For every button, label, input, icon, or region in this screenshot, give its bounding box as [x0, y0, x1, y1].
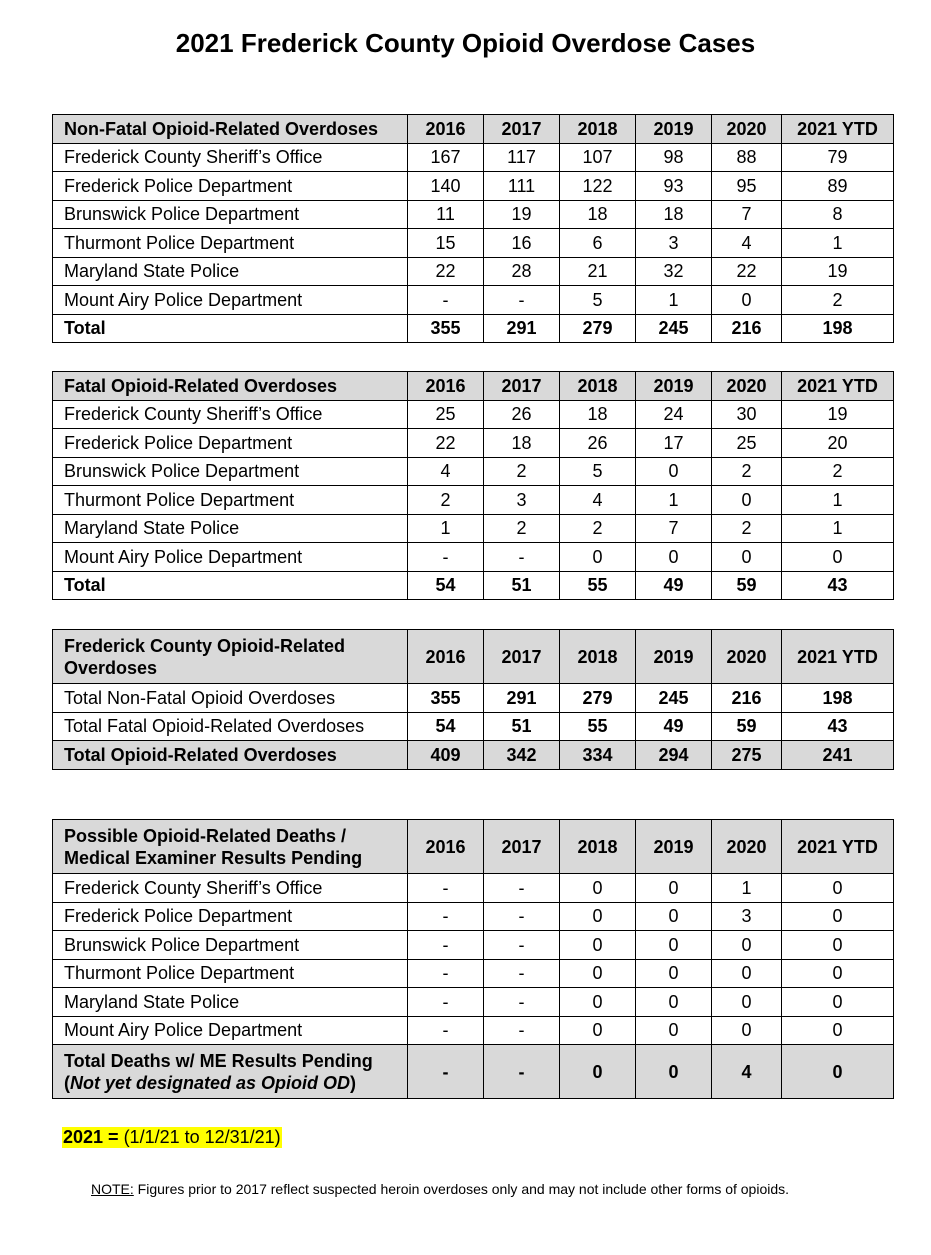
cell: 0	[636, 874, 712, 903]
row-label: Frederick County Sheriff’s Office	[53, 143, 408, 172]
table-row	[53, 257, 894, 286]
year-header: 2016	[408, 630, 484, 684]
cell: -	[484, 1045, 560, 1099]
section-header	[53, 820, 408, 874]
cell: 0	[560, 1016, 636, 1045]
cell: 245	[636, 314, 712, 343]
cell: 198	[782, 684, 894, 713]
cell: 216	[712, 314, 782, 343]
row-label: Mount Airy Police Department	[53, 543, 408, 572]
cell: 3	[712, 902, 782, 931]
cell: 43	[782, 712, 894, 741]
cell: 0	[782, 1045, 894, 1099]
year-header: 2020	[712, 820, 782, 874]
cell: 122	[560, 172, 636, 201]
cell: 4	[408, 457, 484, 486]
total-row	[53, 571, 894, 600]
cell: 0	[712, 931, 782, 960]
cell: -	[484, 874, 560, 903]
cell: 0	[782, 959, 894, 988]
nonfatal-table	[52, 114, 894, 343]
row-label: Mount Airy Police Department	[53, 286, 408, 315]
total-row	[53, 741, 894, 770]
cell: 1	[636, 286, 712, 315]
row-label: Maryland State Police	[53, 514, 408, 543]
total-row	[53, 314, 894, 343]
row-label: Brunswick Police Department	[53, 200, 408, 229]
cell: 0	[782, 902, 894, 931]
table-row	[53, 959, 894, 988]
cell: -	[408, 286, 484, 315]
cell: 291	[484, 314, 560, 343]
table-row	[53, 543, 894, 572]
section-header: Frederick County Opioid-Related Overdoses	[53, 630, 408, 684]
table-row	[53, 143, 894, 172]
date-range-note	[62, 1127, 282, 1148]
cell: 98	[636, 143, 712, 172]
cell: -	[408, 543, 484, 572]
cell: -	[408, 931, 484, 960]
cell: 2	[408, 486, 484, 515]
row-label: Brunswick Police Department	[53, 457, 408, 486]
cell: 51	[484, 571, 560, 600]
cell: 0	[782, 1016, 894, 1045]
cell: 28	[484, 257, 560, 286]
cell: 2	[712, 514, 782, 543]
cell: 0	[782, 931, 894, 960]
table-header-row	[53, 820, 894, 874]
cell: 107	[560, 143, 636, 172]
cell: 22	[408, 257, 484, 286]
table-row	[53, 988, 894, 1017]
header-line: Medical Examiner Results Pending	[64, 847, 363, 868]
year-header: 2021 YTD	[782, 115, 894, 144]
cell: 245	[636, 684, 712, 713]
cell: 55	[560, 712, 636, 741]
row-label: Frederick Police Department	[53, 902, 408, 931]
cell: 8	[782, 200, 894, 229]
cell: 26	[484, 400, 560, 429]
cell: 0	[636, 1045, 712, 1099]
row-label: Brunswick Police Department	[53, 931, 408, 960]
cell: 2	[484, 514, 560, 543]
cell: 55	[560, 571, 636, 600]
cell: -	[484, 902, 560, 931]
cell: -	[408, 902, 484, 931]
cell: 275	[712, 741, 782, 770]
cell: 2	[782, 457, 894, 486]
cell: 2	[484, 457, 560, 486]
row-label: Maryland State Police	[53, 988, 408, 1017]
row-label: Thurmont Police Department	[53, 486, 408, 515]
year-header: 2020	[712, 115, 782, 144]
cell: 1	[782, 229, 894, 258]
cell: 19	[782, 257, 894, 286]
row-label: Thurmont Police Department	[53, 229, 408, 258]
cell: 0	[560, 931, 636, 960]
year-header: 2016	[408, 115, 484, 144]
year-header: 2021 YTD	[782, 372, 894, 401]
cell: 11	[408, 200, 484, 229]
table-row	[53, 457, 894, 486]
cell: 1	[636, 486, 712, 515]
cell: 111	[484, 172, 560, 201]
cell: 279	[560, 684, 636, 713]
cell: 95	[712, 172, 782, 201]
cell: 0	[636, 457, 712, 486]
cell: 167	[408, 143, 484, 172]
cell: 89	[782, 172, 894, 201]
cell: 22	[712, 257, 782, 286]
cell: 198	[782, 314, 894, 343]
fatal-table	[52, 371, 894, 600]
cell: 54	[408, 571, 484, 600]
cell: 1	[712, 874, 782, 903]
year-header: 2017	[484, 630, 560, 684]
county-body	[53, 684, 894, 741]
cell: -	[408, 988, 484, 1017]
row-label: Maryland State Police	[53, 257, 408, 286]
cell: 17	[636, 429, 712, 458]
cell: 26	[560, 429, 636, 458]
cell: 30	[712, 400, 782, 429]
table-row	[53, 712, 894, 741]
label-italic: Not yet designated as Opioid OD	[70, 1072, 351, 1093]
cell: 2	[712, 457, 782, 486]
page-title: 2021 Frederick County Opioid Overdose Cases	[175, 28, 756, 58]
cell: 19	[782, 400, 894, 429]
table-row	[53, 874, 894, 903]
cell: 43	[782, 571, 894, 600]
row-label: Total Deaths w/ ME Results Pending (Not yet designated as Opioid OD)	[53, 1045, 408, 1099]
cell: 0	[636, 543, 712, 572]
table-row	[53, 902, 894, 931]
year-header: 2017	[484, 372, 560, 401]
pending-table	[52, 819, 894, 1099]
cell: 19	[484, 200, 560, 229]
row-label: Frederick County Sheriff’s Office	[53, 400, 408, 429]
footnote	[91, 1181, 789, 1197]
cell: 342	[484, 741, 560, 770]
cell: -	[484, 286, 560, 315]
cell: 0	[636, 931, 712, 960]
cell: -	[408, 874, 484, 903]
cell: 241	[782, 741, 894, 770]
year-header: 2016	[408, 372, 484, 401]
cell: 18	[484, 429, 560, 458]
cell: 0	[560, 902, 636, 931]
pending-body	[53, 874, 894, 1045]
row-label: Frederick Police Department	[53, 429, 408, 458]
section-header: Non-Fatal Opioid-Related Overdoses	[53, 115, 408, 144]
note-text: Figures prior to 2017 reflect suspected heroin overdoses only and may not include other forms of opioids.	[133, 1181, 790, 1197]
cell: 7	[712, 200, 782, 229]
cell: 1	[782, 486, 894, 515]
table-row	[53, 200, 894, 229]
year-header: 2019	[636, 630, 712, 684]
cell: -	[484, 959, 560, 988]
county-table	[52, 629, 894, 770]
table-row	[53, 429, 894, 458]
table-row	[53, 172, 894, 201]
cell: 0	[636, 902, 712, 931]
cell: 2	[560, 514, 636, 543]
year-header: 2016	[408, 820, 484, 874]
fatal-body	[53, 400, 894, 571]
cell: 21	[560, 257, 636, 286]
cell: 18	[560, 200, 636, 229]
cell: 117	[484, 143, 560, 172]
cell: 24	[636, 400, 712, 429]
table-row	[53, 486, 894, 515]
cell: 294	[636, 741, 712, 770]
cell: 0	[782, 543, 894, 572]
cell: 3	[636, 229, 712, 258]
cell: 88	[712, 143, 782, 172]
table-header-row	[53, 630, 894, 684]
year-header: 2019	[636, 115, 712, 144]
total-row	[53, 1045, 894, 1099]
nonfatal-body	[53, 143, 894, 314]
table-row	[53, 514, 894, 543]
cell: 0	[712, 1016, 782, 1045]
year-header: 2021 YTD	[782, 630, 894, 684]
cell: 22	[408, 429, 484, 458]
cell: -	[408, 1045, 484, 1099]
year-header: 2020	[712, 630, 782, 684]
cell: 15	[408, 229, 484, 258]
row-label: Frederick County Sheriff’s Office	[53, 874, 408, 903]
cell: 409	[408, 741, 484, 770]
year-header: 2019	[636, 820, 712, 874]
cell: 16	[484, 229, 560, 258]
cell: 0	[712, 486, 782, 515]
cell: -	[484, 543, 560, 572]
table-header-row	[53, 372, 894, 401]
cell: 0	[712, 286, 782, 315]
note-label: NOTE:	[91, 1181, 134, 1197]
cell: 0	[782, 874, 894, 903]
cell: 20	[782, 429, 894, 458]
section-header: Fatal Opioid-Related Overdoses	[53, 372, 408, 401]
cell: 355	[408, 684, 484, 713]
table-row	[53, 1016, 894, 1045]
year-header: 2018	[560, 820, 636, 874]
cell: 5	[560, 457, 636, 486]
cell: 0	[560, 988, 636, 1017]
cell: 0	[560, 959, 636, 988]
table-row	[53, 229, 894, 258]
cell: 32	[636, 257, 712, 286]
cell: 7	[636, 514, 712, 543]
year-header: 2020	[712, 372, 782, 401]
header-line: Possible Opioid-Related Deaths /	[64, 825, 347, 846]
cell: -	[484, 931, 560, 960]
cell: 3	[484, 486, 560, 515]
row-label: Total	[53, 571, 408, 600]
date-range: (1/1/21 to 12/31/21)	[118, 1127, 281, 1147]
row-label: Total Fatal Opioid-Related Overdoses	[53, 712, 408, 741]
cell: 140	[408, 172, 484, 201]
row-label: Thurmont Police Department	[53, 959, 408, 988]
cell: 0	[560, 543, 636, 572]
row-label: Total Non-Fatal Opioid Overdoses	[53, 684, 408, 713]
cell: 0	[636, 1016, 712, 1045]
cell: -	[408, 1016, 484, 1045]
table-row	[53, 400, 894, 429]
cell: 291	[484, 684, 560, 713]
cell: 49	[636, 712, 712, 741]
cell: 0	[560, 1045, 636, 1099]
year-header: 2018	[560, 115, 636, 144]
cell: 0	[712, 988, 782, 1017]
table-row	[53, 931, 894, 960]
year-header: 2018	[560, 372, 636, 401]
year-header: 2021 YTD	[782, 820, 894, 874]
cell: 0	[636, 988, 712, 1017]
cell: 0	[782, 988, 894, 1017]
table-row	[53, 684, 894, 713]
cell: 279	[560, 314, 636, 343]
row-label: Mount Airy Police Department	[53, 1016, 408, 1045]
cell: 1	[782, 514, 894, 543]
table-header-row	[53, 115, 894, 144]
row-label: Frederick Police Department	[53, 172, 408, 201]
row-label: Total Opioid-Related Overdoses	[53, 741, 408, 770]
cell: 49	[636, 571, 712, 600]
year-header: 2017	[484, 115, 560, 144]
cell: 25	[408, 400, 484, 429]
cell: 6	[560, 229, 636, 258]
cell: -	[484, 1016, 560, 1045]
cell: 4	[712, 229, 782, 258]
cell: 18	[636, 200, 712, 229]
year-header: 2019	[636, 372, 712, 401]
year-header: 2018	[560, 630, 636, 684]
cell: 0	[712, 543, 782, 572]
table-row	[53, 286, 894, 315]
label-line: Total Deaths w/ ME Results Pending	[64, 1050, 373, 1071]
row-label: Total	[53, 314, 408, 343]
cell: 0	[636, 959, 712, 988]
cell: 59	[712, 712, 782, 741]
year-header: 2017	[484, 820, 560, 874]
cell: 2	[782, 286, 894, 315]
cell: 18	[560, 400, 636, 429]
cell: 355	[408, 314, 484, 343]
cell: 54	[408, 712, 484, 741]
cell: 93	[636, 172, 712, 201]
cell: -	[408, 959, 484, 988]
cell: 0	[560, 874, 636, 903]
cell: 4	[560, 486, 636, 515]
cell: 1	[408, 514, 484, 543]
cell: 4	[712, 1045, 782, 1099]
cell: 5	[560, 286, 636, 315]
cell: 25	[712, 429, 782, 458]
cell: 51	[484, 712, 560, 741]
cell: 59	[712, 571, 782, 600]
date-year: 2021 =	[63, 1127, 119, 1147]
cell: -	[484, 988, 560, 1017]
cell: 0	[712, 959, 782, 988]
cell: 216	[712, 684, 782, 713]
cell: 334	[560, 741, 636, 770]
cell: 79	[782, 143, 894, 172]
